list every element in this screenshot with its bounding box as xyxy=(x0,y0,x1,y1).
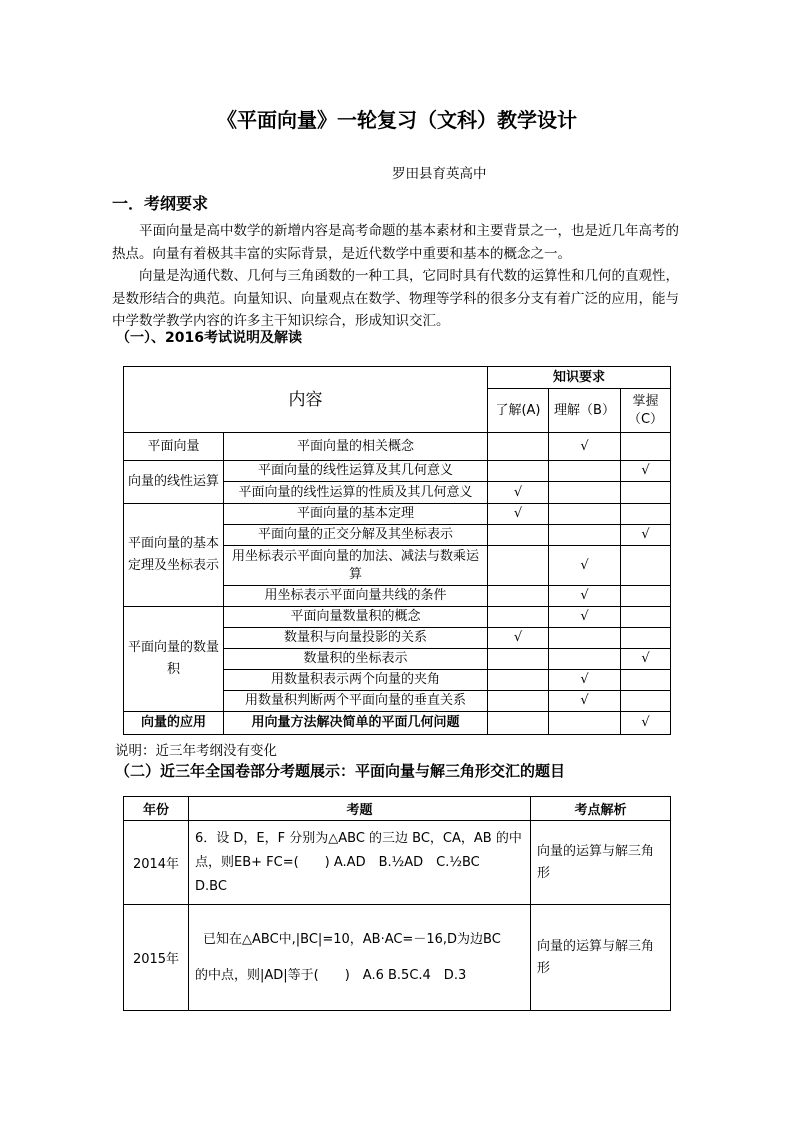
level-a-cell xyxy=(488,546,549,586)
level-b-cell xyxy=(549,691,621,712)
question-line: 点，则EB+ FC=( ) A.AD B.½AD C.½BC D.BC xyxy=(195,854,493,894)
check-mark: √ xyxy=(641,715,650,730)
section-heading-syllabus: 一．考纲要求 xyxy=(112,194,209,213)
table-row xyxy=(124,905,671,1011)
subheading-exam-questions: （二）近三年全国卷部分考题展示：平面向量与解三角形交汇的题目 xyxy=(115,762,566,780)
document-title: 《平面向量》一轮复习（文科）教学设计 xyxy=(217,108,577,132)
check-mark: √ xyxy=(580,438,589,454)
question-cell xyxy=(189,905,531,1011)
year-header: 年份 xyxy=(124,797,189,821)
content-item-cell: 用数量积表示两个向量的夹角 xyxy=(224,670,488,691)
content-item-cell: 用数量积判断两个平面向量的垂直关系 xyxy=(224,691,488,712)
level-b-cell xyxy=(549,525,621,546)
level-a-cell xyxy=(488,525,549,546)
level-b-cell xyxy=(549,433,621,461)
table-row xyxy=(124,504,671,525)
level-c-cell xyxy=(621,482,671,504)
check-mark: √ xyxy=(513,484,523,500)
level-c-cell xyxy=(621,670,671,691)
level-a-cell xyxy=(488,586,549,607)
level-c-cell xyxy=(621,607,671,628)
analysis-cell: 向量的运算与解三角形 xyxy=(531,821,671,905)
level-c-cell xyxy=(621,628,671,649)
check-mark: √ xyxy=(513,630,523,645)
level-b-cell xyxy=(549,628,621,649)
level-c-cell xyxy=(621,691,671,712)
content-item-cell: 数量积与向量投影的关系 xyxy=(224,628,488,649)
question-line: 已知在△ABC中,|BC|=10，AB·AC=－16,D为边BC xyxy=(203,931,501,947)
question-header: 考题 xyxy=(189,797,531,821)
level-a-cell xyxy=(488,670,549,691)
level-c-cell xyxy=(621,586,671,607)
content-item-cell: 平面向量的基本定理 xyxy=(224,504,488,525)
content-item-cell: 数量积的坐标表示 xyxy=(224,649,488,670)
level-a-cell xyxy=(488,482,549,504)
level-a-cell xyxy=(488,461,549,482)
level-c-header: 掌握（C） xyxy=(621,389,671,433)
question-cell xyxy=(189,821,531,905)
year-cell: 2014年 xyxy=(124,821,189,905)
level-a-cell xyxy=(488,628,549,649)
level-a-cell xyxy=(488,504,549,525)
check-mark: √ xyxy=(580,672,589,687)
level-b-header: 理解（B） xyxy=(549,389,621,433)
note-text: 说明：近三年考纲没有变化 xyxy=(115,743,277,759)
content-item-cell: 平面向量的线性运算的性质及其几何意义 xyxy=(224,482,488,504)
analysis-cell: 向量的运算与解三角形 xyxy=(531,905,671,1011)
level-c-cell xyxy=(621,461,671,482)
content-item-cell: 用坐标表示平面向量共线的条件 xyxy=(224,586,488,607)
content-item-cell: 用坐标表示平面向量的加法、减法与数乘运算 xyxy=(224,546,488,586)
level-c-cell xyxy=(621,525,671,546)
level-b-cell xyxy=(549,670,621,691)
level-a-cell xyxy=(488,433,549,461)
check-mark: √ xyxy=(580,609,589,624)
group-name-cell: 平面向量的基本定理及坐标表示 xyxy=(124,504,224,607)
level-b-cell xyxy=(549,607,621,628)
level-a-cell xyxy=(488,712,549,735)
school-name: 罗田县育英高中 xyxy=(392,166,487,182)
table-row xyxy=(124,821,671,905)
level-a-cell xyxy=(488,649,549,670)
content-header: 内容 xyxy=(124,367,488,433)
table-row xyxy=(124,433,671,461)
exam-questions-table xyxy=(123,796,671,1011)
check-mark: √ xyxy=(580,588,589,603)
content-item-cell: 平面向量数量积的概念 xyxy=(224,607,488,628)
year-cell: 2015年 xyxy=(124,905,189,1011)
level-b-cell xyxy=(549,712,621,735)
group-name-cell: 平面向量 xyxy=(124,433,224,461)
level-c-cell xyxy=(621,546,671,586)
level-c-cell xyxy=(621,504,671,525)
level-b-cell xyxy=(549,461,621,482)
table-row xyxy=(124,607,671,628)
level-b-cell xyxy=(549,546,621,586)
question-line: 的中点，则|AD|等于( ) A.6 B.5C.4 D.3 xyxy=(195,967,467,983)
knowledge-requirements-table xyxy=(123,366,671,735)
group-name-cell: 向量的线性运算 xyxy=(124,461,224,504)
check-mark: √ xyxy=(513,506,523,521)
question-line: 6．设 D，E，F 分别为△ABC 的三边 BC，CA，AB 的中 xyxy=(195,830,522,846)
level-b-cell xyxy=(549,504,621,525)
level-c-cell xyxy=(621,433,671,461)
content-item-cell: 用向量方法解决简单的平面几何问题 xyxy=(224,712,488,735)
level-a-cell xyxy=(488,691,549,712)
paragraph-2: 向量是沟通代数、几何与三角函数的一种工具，它同时具有代数的运算性和几何的直观性，是数形结合的典范。向量知识、向量观点在数学、物理等学科的很多分支有着广泛的应用，能与中学数学教学内容的许多主干知识综合，形成知识交汇。 xyxy=(112,268,679,329)
content-item-cell: 平面向量的线性运算及其几何意义 xyxy=(224,461,488,482)
level-a-cell xyxy=(488,607,549,628)
level-b-cell xyxy=(549,586,621,607)
group-name-cell: 平面向量的数量积 xyxy=(124,607,224,712)
subheading-exam-guide: （一）、2016考试说明及解读 xyxy=(116,330,302,346)
group-name-cell: 向量的应用 xyxy=(124,712,224,735)
paragraph-1: 平面向量是高中数学的新增内容是高考命题的基本素材和主要背景之一，也是近几年高考的热点。向量有着极其丰富的实际背景，是近代数学中重要和基本的概念之一。 xyxy=(112,223,679,262)
content-item-cell: 平面向量的相关概念 xyxy=(224,433,488,461)
level-b-cell xyxy=(549,482,621,504)
check-mark: √ xyxy=(641,527,650,542)
table-row xyxy=(124,461,671,482)
check-mark: √ xyxy=(641,651,650,666)
knowledge-requirement-header: 知识要求 xyxy=(488,367,671,389)
table-row xyxy=(124,712,671,735)
level-b-cell xyxy=(549,649,621,670)
level-a-header: 了解(A) xyxy=(488,389,549,433)
level-c-cell xyxy=(621,712,671,735)
level-c-cell xyxy=(621,649,671,670)
check-mark: √ xyxy=(641,463,650,478)
analysis-header: 考点解析 xyxy=(531,797,671,821)
check-mark: √ xyxy=(580,557,589,573)
check-mark: √ xyxy=(580,693,589,708)
content-item-cell: 平面向量的正交分解及其坐标表示 xyxy=(224,525,488,546)
